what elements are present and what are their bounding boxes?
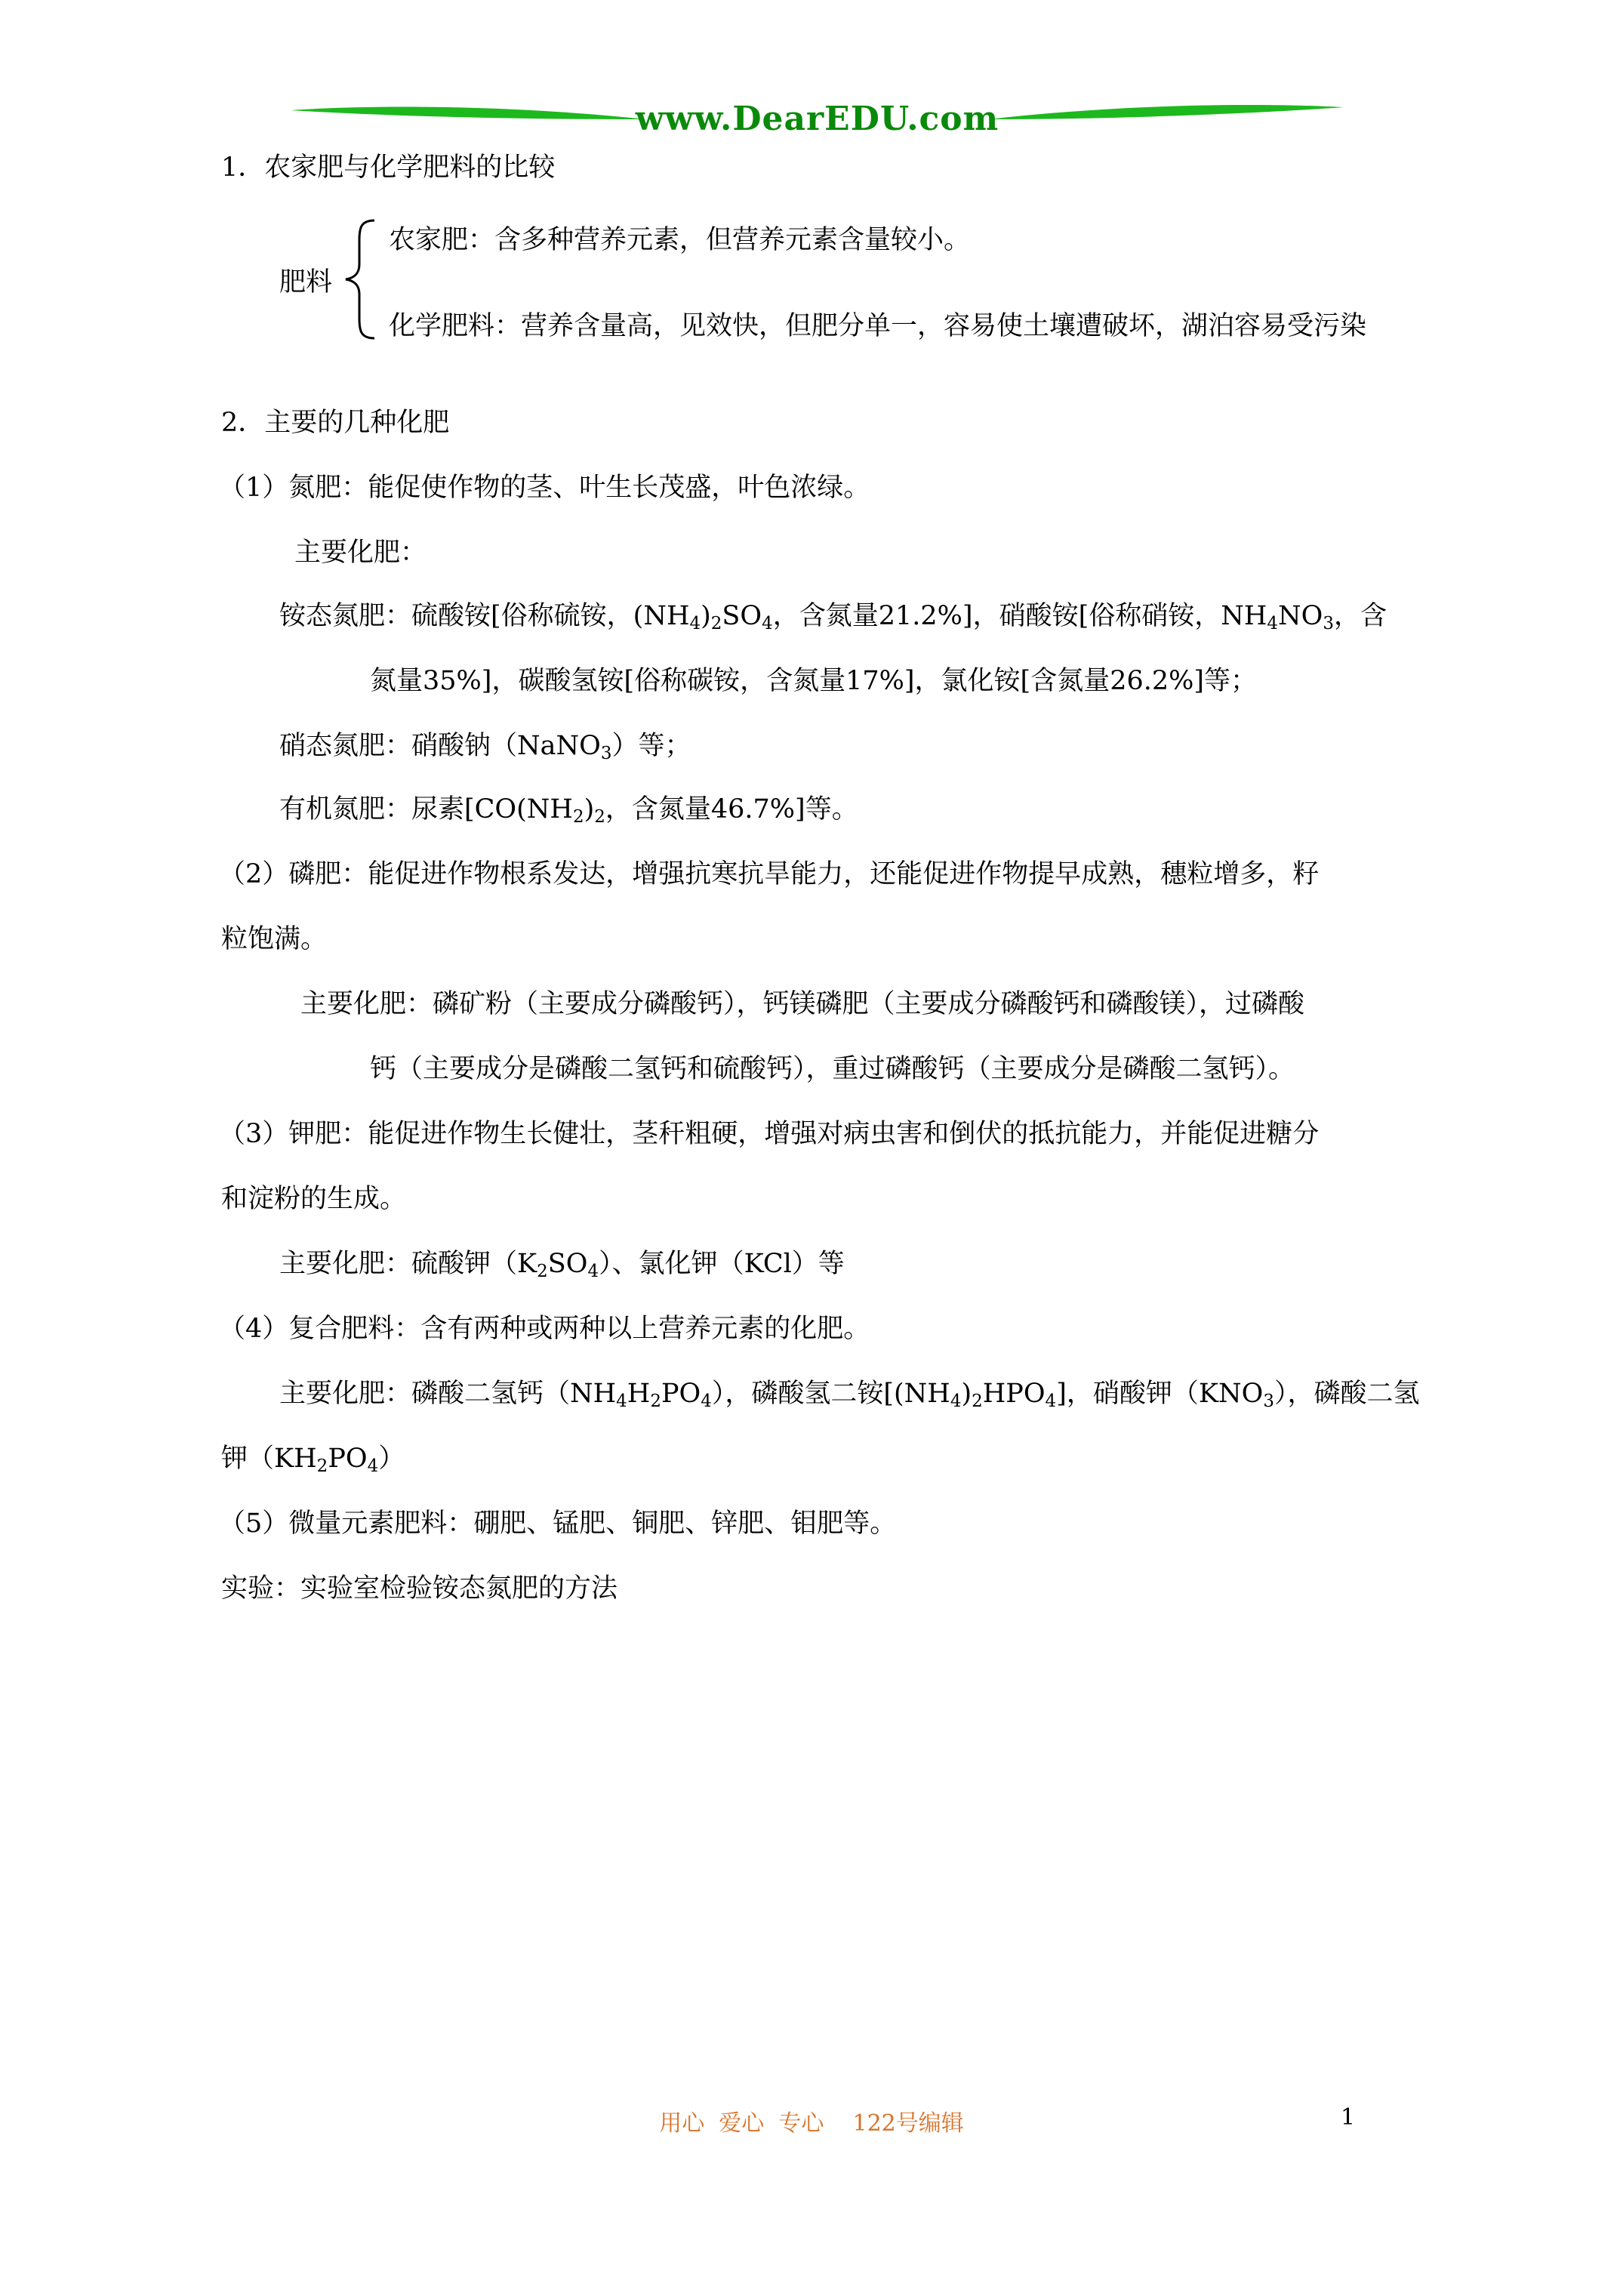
header-banner xyxy=(291,97,1344,142)
ammonium-nitrogen-line xyxy=(279,599,1387,633)
organic-nitrogen-line xyxy=(279,793,858,826)
ammonium-continuation: 氮量35%]，碳酸氢铵[俗称碳铵，含氮量17%]，氯化铵[含氮量26.2%]等； xyxy=(370,666,1258,696)
subscript: 2 xyxy=(537,1262,548,1281)
subscript: 2 xyxy=(650,1391,661,1411)
compound-cont-b: PO xyxy=(328,1444,368,1474)
site-logo-text: www.DearEDU.com xyxy=(635,100,999,138)
subscript: 2 xyxy=(972,1391,983,1411)
ammonium-text-b: ) xyxy=(701,601,711,631)
subscript: 4 xyxy=(950,1391,962,1411)
organic-text-b: ) xyxy=(584,794,595,824)
compound-title: （4）复合肥料：含有两种或两种以上营养元素的化肥。 xyxy=(219,1314,870,1344)
curly-brace-icon xyxy=(341,217,377,341)
compound-text-f: HPO xyxy=(982,1379,1046,1409)
experiment-line: 实验：实验室检验铵态氮肥的方法 xyxy=(221,1573,618,1604)
compound-text-h: ），磷酸二氢 xyxy=(1273,1379,1420,1409)
phosphorus-main-cont: 钙（主要成分是磷酸二氢钙和硫酸钙），重过磷酸钙（主要成分是磷酸二氢钙）。 xyxy=(370,1054,1295,1084)
nitrate-nitrogen-line xyxy=(279,729,691,763)
section2-heading: 2．主要的几种化肥 xyxy=(221,408,450,438)
compound-text-e: ) xyxy=(961,1379,972,1409)
ammonium-text-d: ，含氮量21.2%]，硝酸铵[俗称硝铵，NH xyxy=(772,601,1267,631)
potassium-text-b: SO xyxy=(547,1249,588,1279)
subscript: 2 xyxy=(316,1456,328,1476)
potassium-title: （3）钾肥：能促进作物生长健壮，茎秆粗硬，增强对病虫害和倒伏的抵抗能力，并能促进糖分 xyxy=(219,1119,1320,1149)
nitrate-text-a: 硝态氮肥：硝酸钠（NaNO xyxy=(279,731,601,761)
ammonium-text-c: SO xyxy=(722,601,762,631)
page-number: 1 xyxy=(1341,2104,1356,2131)
ammonium-text-a: 硫酸铵[俗称硫铵，(NH xyxy=(411,601,690,631)
compound-text-c: PO xyxy=(661,1379,701,1409)
chemical-fertilizer-item: 化学肥料：营养含量高，见效快，但肥分单一，容易使土壤遭破坏，湖泊容易受污染 xyxy=(389,311,1367,341)
ammonium-label: 铵态氮肥： xyxy=(279,601,412,631)
compound-text-b: H xyxy=(627,1379,651,1409)
micro-title: （5）微量元素肥料：硼肥、锰肥、铜肥、锌肥、钼肥等。 xyxy=(219,1509,897,1539)
subscript: 4 xyxy=(762,614,773,633)
phosphorus-title: （2）磷肥：能促进作物根系发达，增强抗寒抗旱能力，还能促进作物提早成熟，穗粒增多，籽 xyxy=(219,859,1320,889)
subscript: 4 xyxy=(1045,1391,1057,1411)
subscript: 2 xyxy=(594,807,605,827)
subscript: 2 xyxy=(710,614,722,633)
subscript: 4 xyxy=(587,1262,599,1281)
potassium-text-c: ）、氯化钾（KCl）等 xyxy=(599,1249,845,1279)
subscript: 4 xyxy=(701,1391,712,1411)
subscript: 3 xyxy=(600,744,612,763)
potassium-text-a: 主要化肥：硫酸钾（K xyxy=(279,1249,537,1279)
organic-text-a: 有机氮肥：尿素[CO(NH xyxy=(279,794,573,824)
subscript: 4 xyxy=(1267,614,1279,633)
ammonium-text-e: NO xyxy=(1278,601,1323,631)
potassium-main xyxy=(279,1247,845,1281)
compound-text-g: ]，硝酸钾（KNO xyxy=(1056,1379,1264,1409)
subscript: 2 xyxy=(572,807,584,827)
nitrogen-main-label: 主要化肥： xyxy=(294,538,427,568)
compound-cont-a: 钾（KH xyxy=(221,1444,317,1474)
subscript: 4 xyxy=(689,614,701,633)
phosphorus-title-cont: 粒饱满。 xyxy=(221,924,328,954)
section1-heading: 1．农家肥与化学肥料的比较 xyxy=(221,153,556,183)
nitrate-text-b: ）等； xyxy=(611,731,691,761)
compound-text-a: 主要化肥：磷酸二氢钙（NH xyxy=(279,1379,617,1409)
nitrogen-title: （1）氮肥：能促使作物的茎、叶生长茂盛，叶色浓绿。 xyxy=(219,473,870,503)
organic-text-c: ，含氮量46.7%]等。 xyxy=(605,794,858,824)
compound-main xyxy=(279,1377,1419,1410)
compound-cont-c: ） xyxy=(378,1444,405,1474)
phosphorus-main: 主要化肥：磷矿粉（主要成分磷酸钙），钙镁磷肥（主要成分磷酸钙和磷酸镁），过磷酸 xyxy=(300,989,1305,1019)
subscript: 3 xyxy=(1263,1391,1274,1411)
compound-cont xyxy=(221,1442,405,1475)
footer-text: 用心 爱心 专心 122号编辑 xyxy=(659,2110,964,2137)
compound-text-d: ），磷酸氢二铵[(NH xyxy=(711,1379,950,1409)
ammonium-text-f: ，含 xyxy=(1334,601,1387,631)
subscript: 3 xyxy=(1323,614,1334,633)
fertilizer-label: 肥料 xyxy=(279,267,333,297)
farm-manure-item: 农家肥：含多种营养元素，但营养元素含量较小。 xyxy=(389,225,971,255)
potassium-title-cont: 和淀粉的生成。 xyxy=(221,1184,407,1214)
subscript: 4 xyxy=(616,1391,627,1411)
subscript: 4 xyxy=(367,1456,379,1476)
